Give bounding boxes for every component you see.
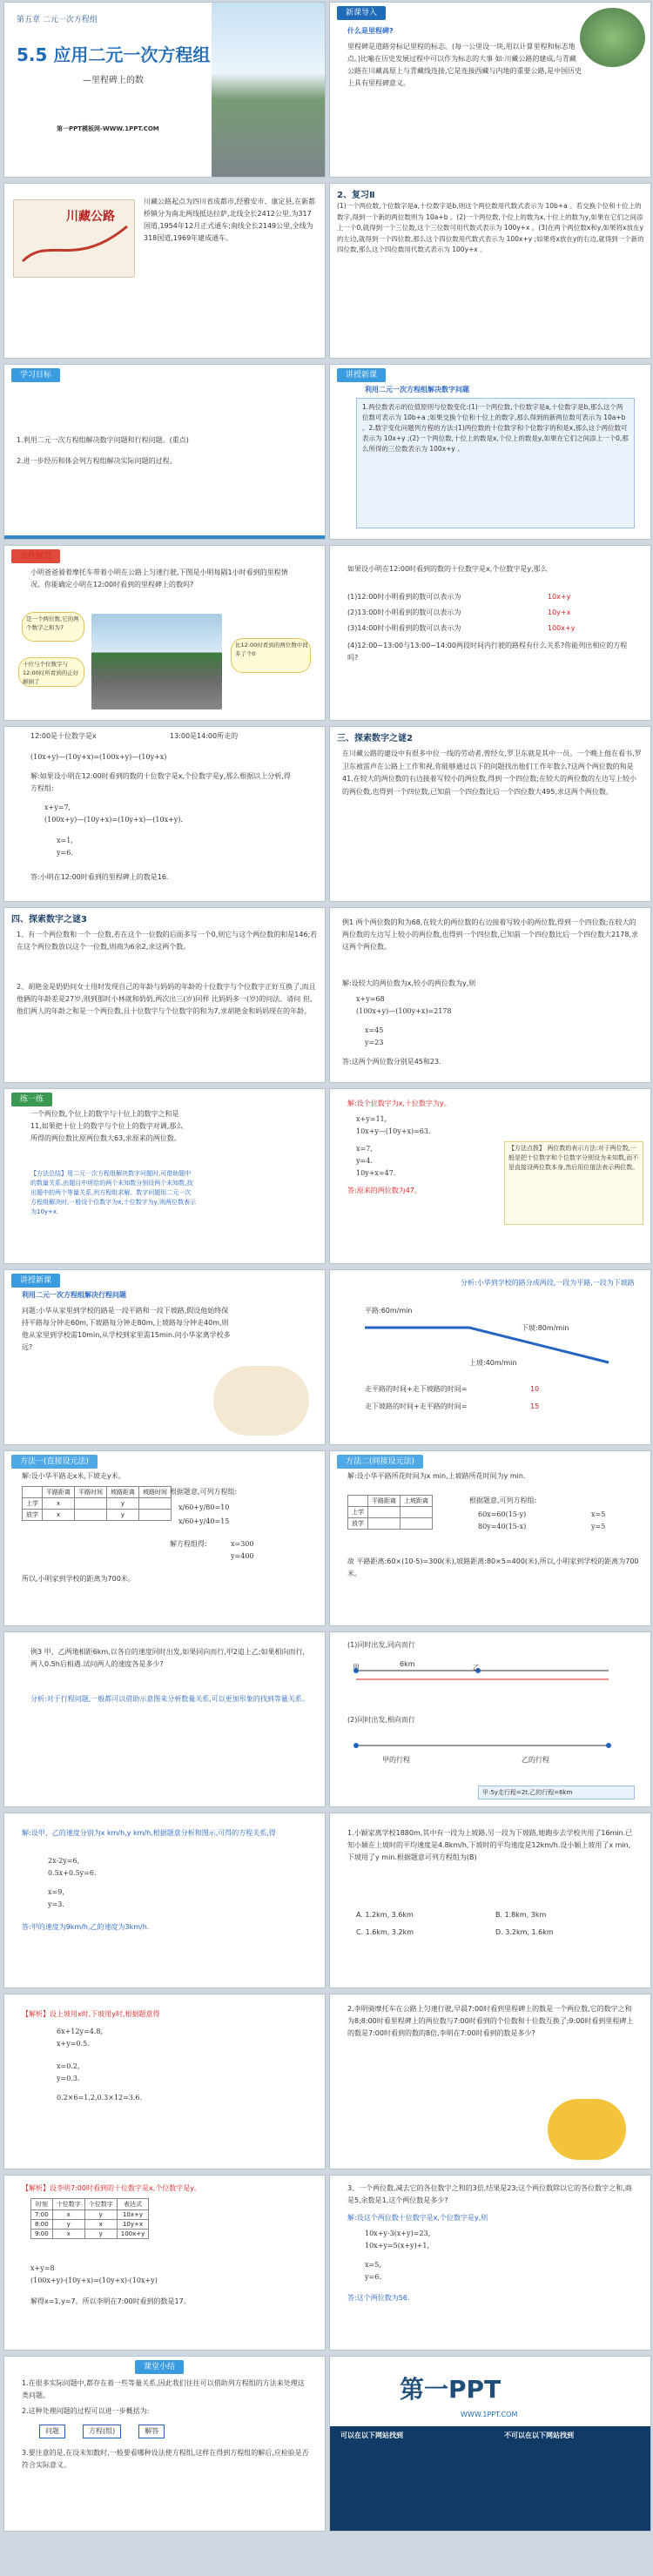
option-a[interactable]: A. 1.2km, 3.6km [356, 1911, 414, 1919]
ad-footer [330, 2426, 650, 2532]
question: 3、一个两位数,减去它的各位数字之和的3倍,结果是23;这个两位数除以它的各位数字之和,商是5,余数是1,这个两位数是多少? [347, 2184, 632, 2204]
body: 一个两位数,个位上的数字与十位上的数字之和是11,如果把十位上的数字与个位上的数字对调,那么所得的两位数比原两位数大63,求原来的两位数。 [30, 1110, 184, 1142]
slide-exercise-3 [329, 2175, 651, 2351]
slide-travel-analysis [329, 1269, 651, 1445]
logo: 第一PPT [400, 2375, 502, 2404]
answer: 答:小明在12:00时看到的里程碑上的数是16. [30, 873, 169, 881]
tag: 讲授新课 [337, 368, 386, 382]
result-2: y=6. [365, 2273, 381, 2281]
up-label: 上坡:40m/min [469, 1359, 517, 1367]
slide-exercise-2-solution [3, 2175, 326, 2351]
slide-ad [329, 2356, 651, 2532]
system-2: (100x+y)—(100y+x)=2178 [356, 1007, 452, 1015]
slide-method-1 [3, 1450, 326, 1626]
note-box [356, 398, 635, 528]
equation-box: 甲:5y走行程=2t,乙的行程=6km [478, 1786, 635, 1799]
slide-title [3, 2, 326, 178]
problem-2: 2、胡艳金是奶奶问女士用时发现自己的年龄与妈妈的年龄的十位数字与个位数字正好互换了,而且他俩的年龄差是27岁,则到那时小林就和奶奶,两次出三(岁)同样 比妈妈多一(岁)的问法。请问 但,他们两人的年龄之和是一个两位数,且十位数字与个位数字的和为7,求胡艳金和妈妈现在的年龄。 [17, 983, 316, 1015]
line-2: (2)13:00时小明看到的数可以表示为 [347, 609, 461, 616]
result-1: x=7, [356, 1145, 373, 1153]
solve-label: 解方程组得: [170, 1540, 207, 1548]
flow-step-2: 方程(组) [83, 2425, 121, 2438]
label-a: 甲 [353, 1664, 360, 1671]
footer-bar [4, 535, 325, 539]
option-c[interactable]: C. 1.6km, 3.2km [356, 1928, 414, 1936]
system-2: (100x+y)—(10y+x)=(10y+x)—(10x+y). [44, 816, 183, 824]
point-2: 2.这种处理问题的过程可以进一步概括为: [22, 2407, 150, 2415]
slide-review [329, 183, 651, 359]
tip-box [504, 1141, 643, 1225]
label-b: 乙 [473, 1664, 480, 1671]
road-photo [91, 614, 222, 710]
goal-2: 2.进一步经历和体会列方程组解决实际问题的过程。 [17, 457, 177, 465]
flowchart [39, 2425, 165, 2438]
answer-1: 10x+y [548, 593, 571, 601]
answer: 答:这两个两位数分别是45和23. [342, 1058, 441, 1066]
solution: 解:设这个两位数十位数字是x,个位数字是y,则 [347, 2214, 488, 2222]
flat-label: 平路:60m/min [365, 1307, 413, 1315]
slide-summary [3, 2356, 326, 2532]
note: 【解析】设李明7:00时看到的十位数字是x,个位数字是y。 [22, 2184, 201, 2192]
result-1: x=45 [365, 1026, 384, 1034]
problem-1: 1、有一个两位数和一个一位数,若在这个一位数的后面多写一个0,则它与这个两位数的和是146;若在这个两位数放以这个一位数,则商为6余2,求这两个数。 [17, 931, 318, 951]
body: 里程碑是道路旁标记里程的标志。(每一公里设一块,用以计算里程和标志地点。)比喻在历史发展过程中可以作为标志的大事 如:川藏公路的建成,与青藏公路在川藏高原上与青藏线连接,它是连接西藏与内地的重要公路,是中国历史上具有里程碑意义。 [347, 43, 582, 87]
bubble-2: 十位与个位数字与12:00时所看到的正好颠倒了 [18, 657, 84, 687]
slide-analysis [329, 545, 651, 721]
down-label: 下坡:80m/min [522, 1324, 569, 1332]
question: 什么是里程碑? [347, 27, 394, 35]
data-table: 平路距离 上坡距离 上学 放学 [347, 1495, 433, 1530]
body: 1.两位数表示的位值原则与位数变化:(1)一个两位数,个位数字是a,十位数字是b,那么这个两位数可表示为 10b+a ;如果交换个位和十位上的数字,那么得到的新两位数可表示为 10a+b 。2.数字变化问题列方程的方法:(1)两位数的十位数字和个位数字的和是x,那么这个两位数可表示为 10x+y ;(2)一个两位数,十位上的数是x,个位上的数是y,如果在它们之间添上一个0,那么所得的三位数表示为 100x+y 。 [362, 403, 629, 453]
body: 问题:小华从家里到学校的路是一段平路和一段下坡路,假设他始终保持平路每分钟走60m,下坡路每分钟走80m,上坡路每分钟走40m,则他从家里到学校需10min,从学校到家里需15min.问小华家离学校多远? [22, 1307, 231, 1351]
case-1: (1)同时出发,同向而行 [347, 1641, 415, 1649]
result-2: y=5 [591, 1523, 606, 1530]
result-1: x=0.2, [57, 2062, 80, 2070]
option-d[interactable]: D. 3.2km, 1.6km [495, 1928, 554, 1936]
result-1: x=300 [231, 1540, 254, 1548]
solution: 解:设甲、乙的速度分别为x km/h,y km/h,根据题意分析和图示,可得的方程关系,得 [22, 1829, 276, 1837]
question: 2.李明骑摩托车在公路上匀速行驶,早晨7:00时看到里程碑上的数是一个两位数,它的数字之和为8;8:00时看里程碑上的两位数与7:00时看到的个位数和十位数互换了;9:00时看到里程碑上的数是7:00时看到的数的8倍,李明在7:00时看到的数是多少? [347, 2005, 634, 2037]
method-note: 【方法总结】用二元一次方程组解决数字问题时,可借助题中的数量关系,由题目中所给的两个未知数分别设两个未知数,找出题中的两个等量关系,列方程组求解。数字问题用二元一次方程组解决时,一般设个位数字为x,十位数字为y,则两位数表示为10y+x. [30, 1170, 196, 1215]
bubble-1: 是一个两位数,它的两个数字之和为7 [22, 612, 84, 642]
line-1: 走平路的时间+走下坡路的时间= [365, 1385, 468, 1393]
intro: 如果设小明在12:00时看到的数的十位数字是x,个位数字是y,那么 [347, 565, 548, 573]
value-1: 10 [530, 1385, 540, 1393]
chapter: 第五章 二元一次方程组 [17, 16, 98, 24]
slide-method-2 [329, 1450, 651, 1626]
milestone-photo [580, 8, 645, 67]
slide-solution-1 [3, 726, 326, 902]
answer-2: 10y+x [548, 609, 571, 616]
result-2: y=0.3. [57, 2075, 80, 2082]
flow-step-1: 问题 [39, 2425, 65, 2438]
option-b[interactable]: B. 1.8km, 3km [495, 1911, 547, 1919]
motorcycle-illustration [548, 2099, 626, 2160]
system-2: 0.5x+0.5y=6. [48, 1869, 97, 1877]
tag: 方法二(间接设元法) [337, 1455, 423, 1469]
slide-travel-problems [3, 1269, 326, 1445]
goal-1: 1.利用二元一次方程组解决数字问题和行程问题。(重点) [17, 436, 189, 444]
system-2: 10x+y—(10y+x)=63. [356, 1127, 431, 1135]
equation-2: 80y=40(15-x) [478, 1523, 527, 1530]
slide-puzzle-2 [329, 726, 651, 902]
result-1: x=9, [48, 1888, 64, 1896]
result-2: y=23 [365, 1039, 384, 1046]
equation-1: x/60+y/80=10 [178, 1503, 230, 1511]
result-2: y=4. [356, 1157, 373, 1165]
system-label: 根据题意,可列方程组: [170, 1488, 238, 1496]
slide-example-3-solution [3, 1813, 326, 1988]
slide-travel-diagrams [329, 1631, 651, 1807]
solution: 解:设小华平路走x米,下坡走y米。 [22, 1472, 125, 1480]
label-a-path: 甲的行程 [382, 1756, 410, 1764]
bubble-3: 比12:00时看到的两位数中间多了个0 [231, 638, 311, 673]
tip: 【方法点拨】 两位数的表示方法:对于两位数,一般是把十位数字和个位数字分别设为未知数,而不是直接设两位数本身,然后用位值法表示两位数。 [508, 1145, 639, 1171]
point-3: 3.要注意的是,在设未知数时,一般要看哪种设法使方程组,这样在得到方程组的解后,应检验是否符合实际意义。 [22, 2449, 309, 2469]
system-1: 10x+y-3(x+y)=23, [365, 2230, 431, 2237]
site: 第一PPT模板网-WWW.1PPT.COM [57, 125, 159, 132]
answer: 所以,小明家到学校的距离为700米。 [22, 1575, 135, 1583]
slide-example-3 [3, 1631, 326, 1807]
system-2: 10x+y=5(x+y)+1, [365, 2242, 430, 2250]
equation-1: 60x=60(15-y) [478, 1510, 527, 1518]
body: 川藏公路起点为四川省成都市,经雅安市、康定县,在新都桥镇分为南北两线抵达拉萨,北线全长2412公里,为317国道,1954年12月正式通车;南线全长2149公里,全线为318国道,1969年建成通车。 [144, 198, 316, 242]
body: 在川藏公路的建设中有很多中位一线的劳动者,曾经女,罗卫东就是其中一员。一个晚上他在看书,罗卫东被雷声在公路上工作和视,你能够通过以下的问题找出他们工作年数么?这两个两位数的和是41,在较大的两位数的右边接着写较小的两位数,得到一个四位数;在较大的两位数的左边写上较小的两位数,也得到一个四位数,已知前一个四位数比后一个四位数大495,求这两个两位数。 [342, 750, 642, 796]
solution-2: y=6. [57, 849, 73, 857]
point-1: 1.在很多实际问题中,都存在着一些等量关系,因此我们往往可以借助列方程组的方法来处理这类问题。 [22, 2379, 305, 2399]
map-logo: 川藏公路 [66, 210, 115, 224]
slide-practice [3, 1088, 326, 1264]
system-1: x+y=8 [30, 2264, 55, 2272]
same-direction-diagram [347, 1653, 635, 1688]
slide-exercise-1 [329, 1813, 651, 1988]
system-1: 2x-2y=6, [48, 1857, 80, 1865]
result-2: y=3. [48, 1900, 64, 1908]
flow-step-3: 解答 [138, 2425, 165, 2438]
answer: 答:原来的两位数为47。 [347, 1187, 421, 1194]
body: 解:如果设小明在12:00时看到的数的十位数字是x,个位数字是y,那么根据以上分析,得方程组: [30, 772, 291, 792]
solution: 解:设小华平路所花时间为x min,上坡路所花时间为y min. [347, 1472, 526, 1480]
logo-url: WWW.1PPT.COM [461, 2411, 518, 2418]
line-4: (4)12:00~13:00与13:00~14:00两段时间内行驶的路程有什么关系?你能列出相应的方程吗? [347, 642, 628, 662]
tag: 学习目标 [11, 368, 60, 382]
tag: 三、探索数字之谜2 [337, 734, 413, 743]
slide-number-problems [329, 364, 651, 540]
line-1: (1)12:00时小明看到的数可以表示为 [347, 593, 461, 601]
lesson-title: 5.5 应用二元一次方程组 [17, 44, 211, 65]
title: 利用二元一次方程组解决数字问题 [365, 386, 469, 393]
solution-1: x=1, [57, 837, 73, 844]
result-3: 10y+x=47. [356, 1169, 396, 1177]
question: 1.小颖家离学校1880m,其中有一段为上坡路,另一段为下坡路,她跑步去学校共用了16min.已知小颖在上坡时的平均速度是4.8km/h,下坡时的平均速度是12km/h.设小颖上坡用了x min,下坡用了y min.根据题意可列方程组为(B) [347, 1829, 633, 1861]
system-label: 根据题意,可列方程组: [469, 1497, 537, 1504]
note: 【解析】设上坡用x时,下坡用y时,根据题意得 [22, 2010, 160, 2018]
answer: 答:甲的速度为9km/h,乙的速度为3km/h. [22, 1923, 150, 1931]
line-3: (3)14:00时小明看到的数可以表示为 [347, 624, 461, 632]
tag: 合作探究 [11, 549, 60, 563]
tag: 课堂小结 [135, 2360, 184, 2374]
label-distance: 6km [400, 1660, 415, 1668]
slide-exercise-1-solution [3, 1994, 326, 2169]
hint: 分析:小华到学校的路分成两段,一段为平路,一段为下坡路 [461, 1279, 635, 1287]
col-right: 不可以在以下网站找到 [504, 2431, 574, 2439]
body: 例3 甲、乙两地相距6km,以各自的速度同时出发,如果同向而行,甲2追上乙;如果相向而行,两人0.5h后相遇.试问两人的速度各是多少? [30, 1648, 306, 1668]
road-photo [212, 3, 325, 178]
route-map [13, 199, 135, 278]
analysis: 分析:对于行程问题,一般都可以借助示意图来分析数量关系,可以更加形象的找到等量关系。 [30, 1695, 309, 1703]
answer: 故 平路距离:60×(10-5)=300(米),坡路距离:80×5=400(米),所以,小明家到学校的距离为700米。 [347, 1557, 639, 1577]
result-1: x=5 [591, 1510, 606, 1518]
subtitle: —里程碑上的数 [83, 76, 144, 85]
kid-illustration [213, 1366, 309, 1436]
check: 0.2×6=1.2,0.3×12=3.6. [57, 2094, 143, 2102]
system-2: (100x+y)-(10y+x)=(10y+x)-(10x+y) [30, 2277, 158, 2284]
solution: 解:设较大的两位数为x,较小的两位数为y,则 [342, 979, 476, 987]
body: 例1 两个两位数的和为68,在较大的两位数的右边接着写较小的两位数,得到一个四位数;在较大的两位数的左边写上较小的两位数,也得到一个四位数,已知前一个四位数比后一个四位数大2178,求这两个两位数。 [342, 918, 638, 951]
answer-3: 100x+y [548, 624, 576, 632]
case-2: (2)同时出发,相向而行 [347, 1716, 415, 1724]
tag: 四、探索数字之谜3 [11, 915, 87, 925]
tag: 练一练 [11, 1093, 52, 1106]
tag: 方法一(直接设元法) [11, 1455, 98, 1469]
system-1: x+y=11, [356, 1115, 387, 1123]
label-1: 12:00是十位数字是x [30, 732, 97, 740]
label-2: 13:00是14:00所走的 [170, 732, 239, 740]
solution: 解:设个位数字为x,十位数字为y。 [347, 1100, 451, 1107]
answer: 解得x=1,y=7。所以李明在7:00时看到的数是17。 [30, 2297, 191, 2305]
data-table: 平路距离 平路时间 坡路距离 坡路时间 上学 x y 放学 x y [22, 1486, 172, 1521]
slide-example-1 [329, 907, 651, 1083]
result-1: x=5, [365, 2261, 381, 2269]
tag: 2、复习Ⅱ [337, 191, 375, 200]
slide-goals [3, 364, 326, 540]
slide-sichuan-tibet [3, 183, 326, 359]
label-b-path: 乙的行程 [522, 1756, 549, 1764]
title: 利用二元一次方程组解决行程问题 [22, 1291, 126, 1299]
data-table: 时刻 十位数字 个位数字 表达式 7:00 x y 10x+y 8:00 y x 10y+x 9:00 x y 100x+y [30, 2198, 149, 2239]
system-2: x+y=0.5. [57, 2040, 90, 2048]
body: 小明爸爸骑着摩托车带着小明在公路上匀速行驶,下图是小明每隔1小时看到的里程情况。你能确定小明在12:00时看到的里程碑上的数吗? [30, 568, 288, 589]
slide-exercise-2 [329, 1994, 651, 2169]
system-1: x+y=68 [356, 995, 385, 1003]
answer: 答:这个两位数为56. [347, 2294, 410, 2302]
tag: 新课导入 [337, 6, 386, 20]
result-2: y=400 [231, 1552, 254, 1560]
equation: (10x+y)—(10y+x)=(100x+y)—(10y+x) [30, 753, 167, 761]
equation-2: x/60+y/40=15 [178, 1517, 230, 1525]
slide-intro [329, 2, 651, 178]
slide-explore [3, 545, 326, 721]
slide-practice-answer [329, 1088, 651, 1264]
tag: 讲授新课 [11, 1274, 60, 1288]
slide-puzzle-3 [3, 907, 326, 1083]
col-left: 可以在以下网站找到 [340, 2431, 403, 2439]
body: (1)一个两位数,个位数字是a,十位数字是b,则这个两位数用代数式表示为 10b+a 。若交换个位和十位上的数字,得到一个新的两位数则为 10a+b 。(2)一个两位数,个位上的数为x,十位上的数为y,如果在它们之间添上一个0,就得到一个三位数,这个三位数可用代数式表示为 100y+x 。(3)在两个两位数x和y,如果将x放在y的左边,就得到一个四位数,那么这个四位数用代数式表示为 100x+y ;如果将x放在y的右边,就得到一个新的四位数,那么这个四位数用代数式表示为 100y+x 。 [337, 202, 644, 253]
line-2: 走下坡路的时间+走平路的时间= [365, 1402, 468, 1410]
system-1: x+y=7, [44, 804, 71, 811]
value-2: 15 [530, 1402, 540, 1410]
system-1: 6x+12y=4.8, [57, 2028, 103, 2035]
